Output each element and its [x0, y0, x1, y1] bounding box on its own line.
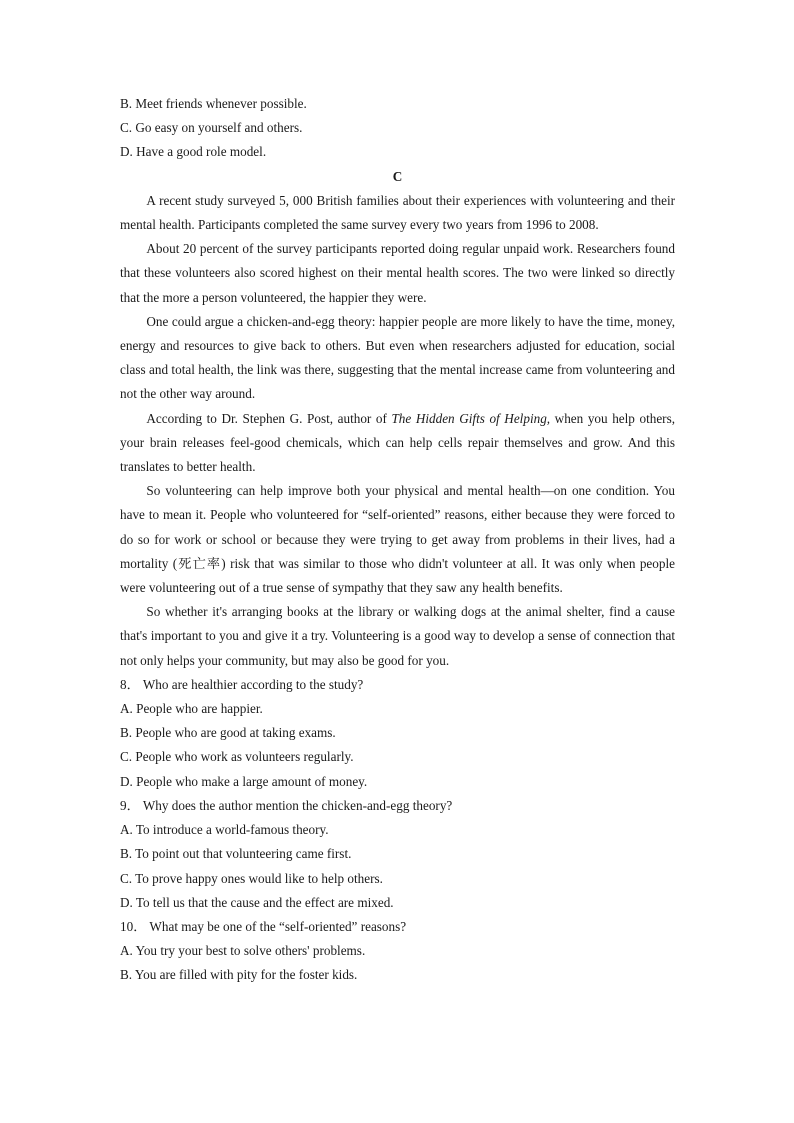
option-a: A. To introduce a world-famous theory.: [120, 822, 329, 838]
paragraph-4: [120, 407, 675, 480]
option-b: B. People who are good at taking exams.: [120, 725, 336, 741]
question-stem: 10． What may be one of the “self-oriented” reasons?: [120, 918, 407, 934]
question-stem: 8． Who are healthier according to the study?: [120, 676, 364, 692]
option-c: C. Go easy on yourself and others.: [120, 120, 303, 136]
option-b: B. To point out that volunteering came first.: [120, 846, 352, 862]
paragraph-3: One could argue a chicken-and-egg theory: happier people are more likely to have the time, money, energy and resources to give back to others. But even when researchers adjusted for education, social class and total health, the link was there, suggesting that the mental increase came from volunteering and not the other way around.: [120, 313, 675, 402]
option-d: D. To tell us that the cause and the effect are mixed.: [120, 894, 394, 910]
option-d: D. Have a good role model.: [120, 144, 267, 160]
paragraph-5: So volunteering can help improve both your physical and mental health—on one condition. You have to mean it. People who volunteered for “self-oriented” reasons, either because they were forced to do so for work or school or because they were trying to get away from problems in their lives, had a mortality (死亡率) risk that was similar to those who didn't volunteer at all. It was only when people were volunteering out of a true sense of sympathy that they saw any health benefits.: [120, 483, 675, 596]
option-b: B. Meet friends whenever possible.: [120, 96, 307, 111]
book-title: The Hidden Gifts of Helping,: [391, 410, 551, 426]
paragraph-2: About 20 percent of the survey participants reported doing regular unpaid work. Researchers found that these volunteers also scored highest on their mental health scores. The two were linked so directly that the more a person volunteered, the happier they were.: [120, 241, 675, 305]
question-stem: 9． Why does the author mention the chicken-and-egg theory?: [120, 797, 453, 813]
document-page: [120, 92, 675, 988]
option-a: A. You try your best to solve others' problems.: [120, 943, 366, 959]
option-c: C. To prove happy ones would like to help others.: [120, 870, 383, 886]
reading-passage: [120, 189, 675, 673]
option-a: A. People who are happier.: [120, 701, 263, 717]
option-c: C. People who work as volunteers regularly.: [120, 749, 354, 765]
question-9: [120, 794, 675, 915]
section-heading: C: [392, 168, 403, 184]
paragraph-4-text-after: when you help others, your brain releases feel-good chemicals, which can help cells repair themselves and grow. And this translates to better health.: [120, 410, 676, 475]
question-10: [120, 915, 675, 988]
option-d: D. People who make a large amount of money.: [120, 773, 368, 789]
paragraph-4-text-before: According to Dr. Stephen G. Post, author of: [146, 410, 392, 426]
paragraph-6: So whether it's arranging books at the library or walking dogs at the animal shelter, find a cause that's important to you and give it a try. Volunteering is a good way to develop a sense of connection that not only helps your community, but may also be good for you.: [120, 604, 675, 668]
previous-question-options: [120, 92, 675, 165]
paragraph-1: A recent study surveyed 5, 000 British families about their experiences with volunteering and their mental health. Participants completed the same survey every two years from 1996 to 2008.: [120, 192, 675, 233]
question-8: [120, 673, 675, 794]
option-b: B. You are filled with pity for the foster kids.: [120, 967, 358, 983]
